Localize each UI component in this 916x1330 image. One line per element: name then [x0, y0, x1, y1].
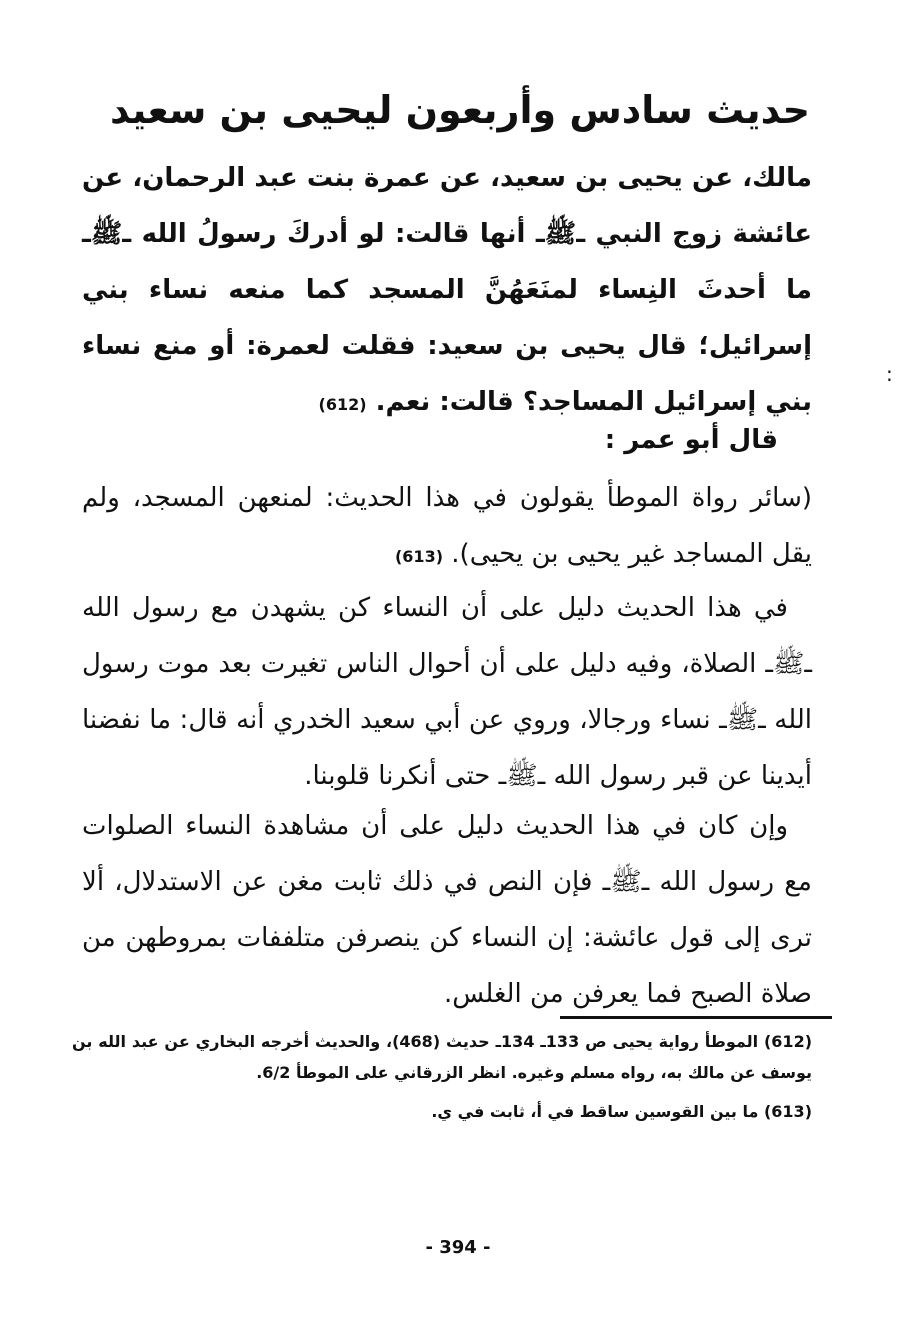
quote-block [82, 470, 812, 585]
commentary-paragraph: في هذا الحديث دليل على أن النساء كن يشهدن مع رسول الله ـﷺـ الصلاة، وفيه دليل على أن أحوال الناس تغيرت بعد موت رسول الله ـﷺـ نساء ورجالا، وروي عن أبي سعيد الخدري أنه قال: ما نفضنا أيدينا عن قبر رسول الله ـﷺـ حتى أنكرنا قلوبنا. [82, 593, 812, 791]
page-number: - 394 - [425, 1237, 491, 1258]
quote-reference: (613) [394, 547, 444, 566]
quote-text: (سائر رواة الموطأ يقولون في هذا الحديث: لمنعهن المسجد، ولم يقل المساجد غير يحيى بن يحيى). [82, 483, 812, 569]
footnote: (612) الموطأ رواية يحيى ص 133ـ 134ـ حديث (468)، والحديث أخرجه البخاري عن عبد الله بن يوسف عن مالك به، رواه مسلم وغيره. انظر الزرقاني على الموطأ 6/2. [72, 1032, 813, 1082]
footnote-divider [560, 1016, 832, 1019]
hadith-text: مالك، عن يحيى بن سعيد، عن عمرة بنت عبد الرحمان، عن عائشة زوج النبي ـﷺـ أنها قالت: لو أدركَ رسولُ الله ـﷺـ ما أحدثَ النِساء لمنَعَهُنَّ المسجد كما منعه نساء بني إسرائيل؛ قال يحيى بن سعيد: فقلت لعمرة: أو منع نساء بني إسرائيل المساجد؟ قالت: نعم. [82, 163, 812, 417]
footnote: (613) ما بين القوسين ساقط في أ، ثابت في ي. [431, 1102, 812, 1121]
hadith-reference: (612) [318, 395, 367, 414]
margin-mark: : [886, 362, 893, 386]
commentary-paragraph: وإن كان في هذا الحديث دليل على أن مشاهدة النساء الصلوات مع رسول الله ـﷺـ فإن النص في ذلك ثابت مغن عن الاستدلال، ألا ترى إلى قول عائشة: إن النساء كن ينصرفن متلففات بمروطهن من صلاة الصبح فما يعرفن من الغلس. [82, 811, 812, 1009]
hadith-text-block [82, 150, 812, 433]
speaker-heading: قال أبو عمر : [604, 425, 778, 455]
page-title: حديث سادس وأربعون ليحيى بن سعيد [110, 88, 810, 132]
